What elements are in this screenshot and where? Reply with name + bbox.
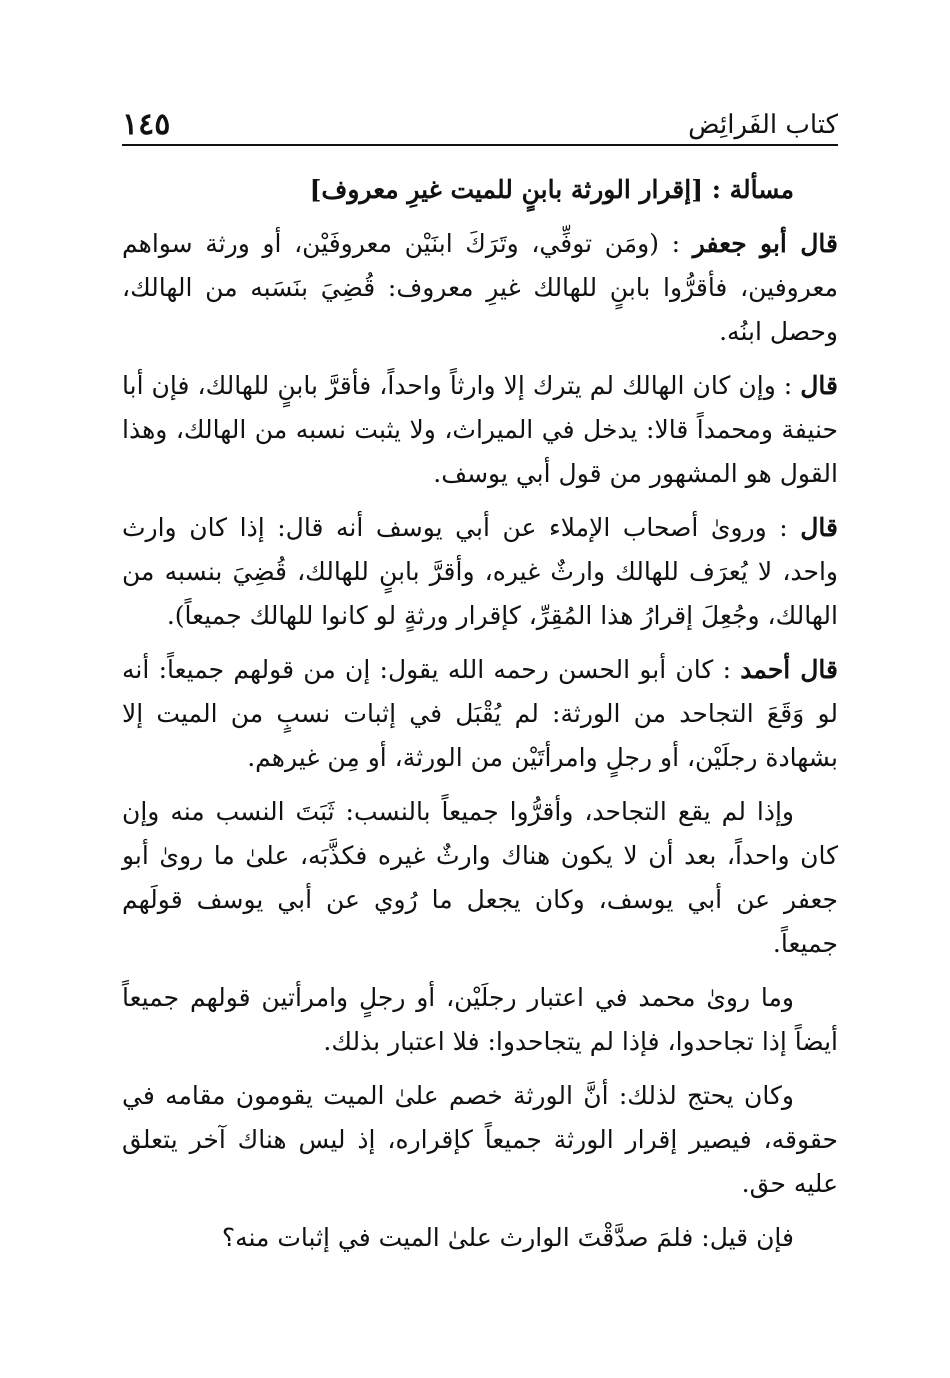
paragraph-text: : وروىٰ أصحاب الإملاء عن أبي يوسف أنه قال: إذا كان وارث واحد، لا يُعرَف للهالك وارثٌ غيره، وأقرَّ بابنٍ للهالك، قُضِيَ بنسبه من الهالك، وجُعِلَ إقرارُ هذا المُقِرِّ، كإقرار ورثةٍ لو كانوا للهالك جميعاً). <box>122 513 838 630</box>
paragraph-3 <box>122 506 838 638</box>
paragraph-text: : وإن كان الهالك لم يترك إلا وارثاً واحداً، فأقرَّ بابنٍ للهالك، فإن أبا حنيفة ومحمداً قالا: يدخل في الميراث، ولا يثبت نسبه من الهالك، وهذا القول هو المشهور من قول أبي يوسف. <box>122 371 838 488</box>
paragraph-text: وما روىٰ محمد في اعتبار رجلَيْن، أو رجلٍ وامرأتين قولهم جميعاً أيضاً إذا تجاحدوا، فإذا لم يتجاحدوا: فلا اعتبار بذلك. <box>122 983 838 1056</box>
speaker-label: قال <box>800 371 838 400</box>
paragraph-6 <box>122 976 838 1064</box>
paragraph-5 <box>122 790 838 966</box>
section-title: مسألة : [إقرار الورثة بابنٍ للميت غيرِ معروف] <box>309 175 794 204</box>
page-number: ١٤٥ <box>122 107 171 142</box>
speaker-label: قال أحمد <box>740 655 838 684</box>
paragraph-text: وإذا لم يقع التجاحد، وأقرُّوا جميعاً بالنسب: ثَبَتَ النسب منه وإن كان واحداً، بعد أن لا يكون هناك وارثٌ غيره فكذَّبَه، علىٰ ما روىٰ أبو جعفر عن أبي يوسف، وكان يجعل ما رُوي عن أبي يوسف قولَهم جميعاً. <box>122 797 838 958</box>
speaker-label: قال <box>800 513 838 542</box>
paragraph-7 <box>122 1074 838 1206</box>
paragraph-2 <box>122 364 838 496</box>
paragraph-1 <box>122 222 838 354</box>
speaker-label: قال أبو جعفر <box>692 229 838 258</box>
book-chapter-title: كتاب الفَرائِض <box>688 110 838 140</box>
paragraph-text: وكان يحتج لذلك: أنَّ الورثة خصم علىٰ الميت يقومون مقامه في حقوقه، فيصير إقرار الورثة جميعاً كإقراره، إذ ليس هناك آخر يتعلق عليه حق. <box>122 1081 838 1198</box>
page-body <box>122 168 838 1270</box>
running-header <box>122 100 838 146</box>
paragraph-8 <box>122 1216 838 1260</box>
paragraph-text: : (ومَن توفِّي، وتَرَكَ ابنَيْن معروفَيْن، أو ورثة سواهم معروفين، فأقرُّوا بابنٍ للهالك غيرِ معروف: قُضِيَ بنَسَبه من الهالك، وحصل ابنُه. <box>122 229 838 346</box>
paragraph-text: فإن قيل: فلمَ صدَّقْتَ الوارث علىٰ الميت في إثبات منه؟ <box>221 1223 794 1252</box>
paragraph-4 <box>122 648 838 780</box>
paragraph-text: : كان أبو الحسن رحمه الله يقول: إن من قولهم جميعاً: أنه لو وَقَعَ التجاحد من الورثة: لم يُقْبَل في إثبات نسبٍ من الميت إلا بشهادة رجلَيْن، أو رجلٍ وامرأتَيْن من الورثة، أو مِن غيرهم. <box>122 655 838 772</box>
